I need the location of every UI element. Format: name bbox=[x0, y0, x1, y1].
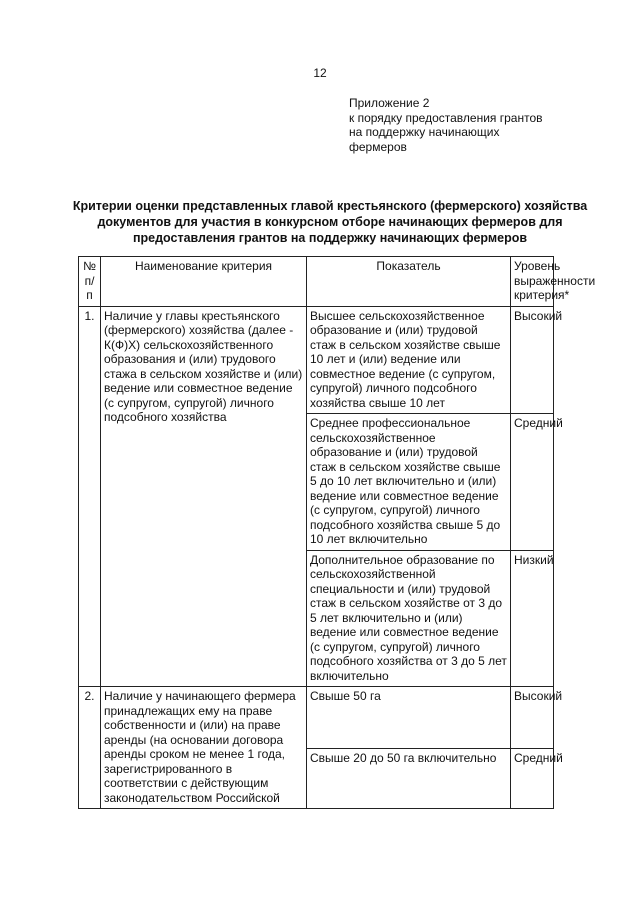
level-cell: Высокий bbox=[511, 687, 554, 749]
level-cell: Средний bbox=[511, 414, 554, 551]
level-cell: Высокий bbox=[511, 306, 554, 414]
table-row bbox=[79, 306, 554, 414]
indicator-cell: Свыше 50 га bbox=[307, 687, 511, 749]
page-number: 12 bbox=[313, 66, 327, 80]
indicator-cell: Среднее профессиональное сельскохозяйственное образование и (или) трудовой стаж в сельском хозяйстве свыше 5 до 10 лет включительно и (или) ведение или совместное ведение (с супругом, супругой) личного подсобного хозяйства свыше 5 до 10 лет включительно bbox=[307, 414, 511, 551]
appendix-note bbox=[349, 96, 543, 154]
level-cell: Средний bbox=[511, 749, 554, 809]
row-number: 1. bbox=[79, 306, 101, 687]
indicator-cell: Высшее сельскохозяйственное образование и (или) трудовой стаж в сельском хозяйстве свыше 10 лет и (или) ведение или совместное ведение (с супругом, супругой) личного подсобного хозяйства свыше 10 лет bbox=[307, 306, 511, 414]
table-row bbox=[79, 687, 554, 749]
criterion-name: Наличие у главы крестьянского (фермерского) хозяйства (далее - К(Ф)Х) сельскохозяйственного образования и (или) трудового стажа в сельском хозяйстве и (или) ведение или совместное ведение (с супругом, супругой) личного подсобного хозяйства bbox=[101, 306, 307, 687]
appendix-line: на поддержку начинающих bbox=[349, 125, 500, 139]
indicator-cell: Дополнительное образование по сельскохозяйственной специальности и (или) трудовой стаж в сельском хозяйстве от 3 до 5 лет включительно и (или) ведение или совместное ведение (с супругом, супругой) личного подсобного хозяйства от 3 до 5 лет включительно bbox=[307, 550, 511, 687]
header-level: Уровень выраженности критерия* bbox=[511, 257, 554, 307]
level-cell: Низкий bbox=[511, 550, 554, 687]
header-num: № п/п bbox=[79, 257, 101, 307]
criterion-name: Наличие у начинающего фермера принадлежащих ему на праве собственности и (или) на праве аренды (на основании договора аренды сроком не менее 1 года, зарегистрированного в соответствии с действующим законодательством Российской bbox=[101, 687, 307, 809]
row-number: 2. bbox=[79, 687, 101, 809]
criteria-table bbox=[78, 256, 596, 809]
table-header-row bbox=[79, 257, 554, 307]
title-line: предоставления грантов на поддержку начинающих фермеров bbox=[132, 231, 528, 245]
title-line: Критерии оценки представленных главой крестьянского (фермерского) хозяйства bbox=[72, 199, 588, 213]
header-criterion-name: Наименование критерия bbox=[101, 257, 307, 307]
header-indicator: Показатель bbox=[307, 257, 511, 307]
appendix-line: к порядку предоставления грантов bbox=[349, 110, 543, 125]
title-line: документов для участия в конкурсном отборе начинающих фермеров для bbox=[97, 215, 563, 229]
indicator-cell: Свыше 20 до 50 га включительно bbox=[307, 749, 511, 809]
document-title bbox=[60, 198, 600, 246]
appendix-line: Приложение 2 bbox=[349, 96, 430, 110]
appendix-line: фермеров bbox=[349, 139, 407, 154]
